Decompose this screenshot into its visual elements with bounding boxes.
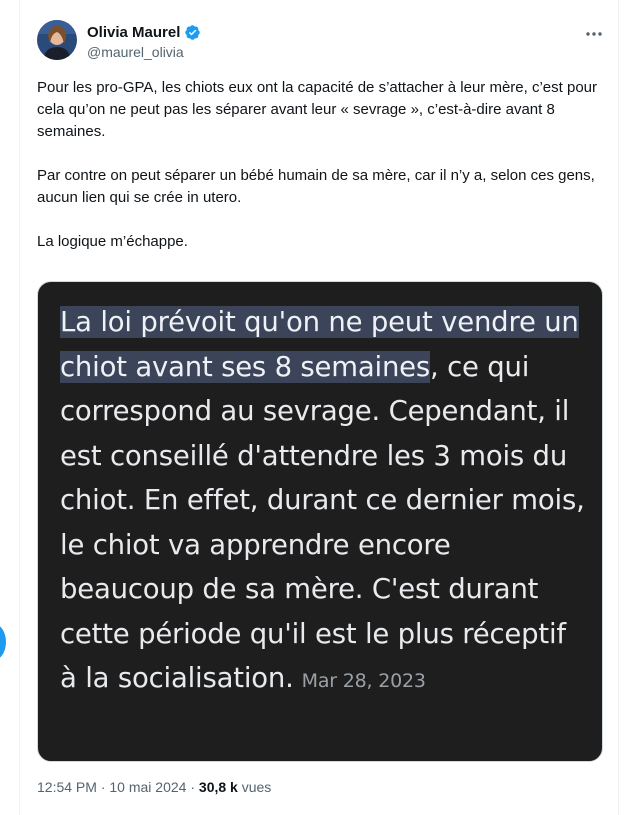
meta-separator: · — [190, 779, 196, 795]
edge-indicator — [0, 624, 6, 660]
tweet-paragraph: Pour les pro-GPA, les chiots eux ont la capacité de s’attacher à leur mère, c’est pour cela qu’on ne peut pas les séparer avant leur « sevrage », c’est-à-dire avant 8 semaines. — [37, 79, 597, 140]
views-count: 30,8 k — [198, 779, 238, 795]
avatar-image — [37, 20, 77, 60]
more-options-icon[interactable] — [584, 24, 604, 44]
tweet-paragraph: La logique m’échappe. — [37, 233, 188, 250]
attached-image[interactable] — [37, 281, 603, 762]
author-name-row[interactable] — [87, 24, 201, 41]
tweet-meta — [37, 779, 271, 795]
tweet-time[interactable]: 12:54 PM — [37, 779, 97, 795]
tweet-paragraph: Par contre on peut séparer un bébé humain de sa mère, car il n’y a, selon ces gens, aucun lien qui se crée in utero. — [37, 167, 595, 206]
author-handle[interactable]: @maurel_olivia — [87, 44, 184, 60]
author-name[interactable]: Olivia Maurel — [87, 24, 181, 41]
verified-badge-icon — [184, 24, 201, 41]
meta-separator: · — [100, 779, 106, 795]
image-body-text: , ce qui correspond au sevrage. Cependant, il est conseillé d'attendre les 3 mois du chiot. En effet, durant ce dernier mois, le chiot va apprendre encore beaucoup de sa mère. C'est durant cette période qu'il est le plus réceptif à la socialisation. — [60, 350, 585, 694]
image-text — [60, 300, 590, 704]
views-label: vues — [241, 779, 272, 795]
avatar[interactable] — [37, 20, 77, 60]
tweet-text — [37, 77, 597, 253]
image-date: Mar 28, 2023 — [301, 670, 426, 692]
image-highlighted-text: La loi prévoit qu'on ne peut vendre un chiot avant ses 8 semaines — [60, 306, 579, 383]
tweet-date[interactable]: 10 mai 2024 — [109, 779, 187, 795]
